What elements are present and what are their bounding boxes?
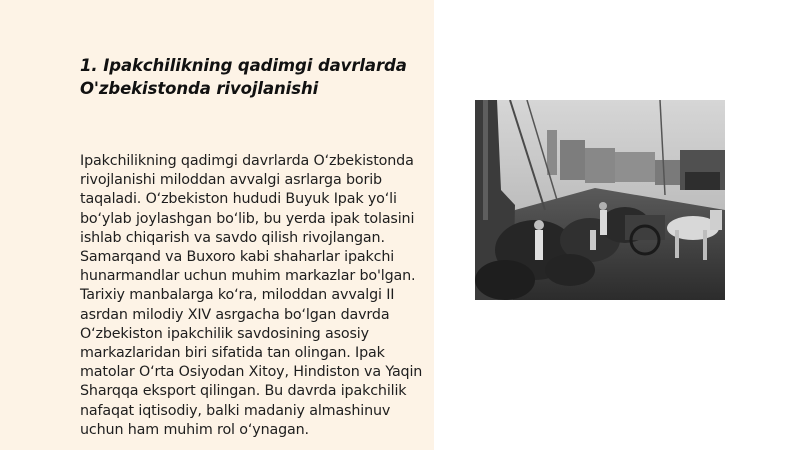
historical-photo bbox=[475, 100, 725, 300]
slide-title: 1. Ipakchilikning qadimgi davrlarda O'zbekistonda rivojlanishi bbox=[80, 56, 407, 98]
slide-body-text: Ipakchilikning qadimgi davrlarda O‘zbekistonda rivojlanishi miloddan avvalgi asrlarga borib taqaladi. O‘zbekiston hududi Buyuk Ipak yo‘li bo‘ylab joylashgan bo‘lib, bu yerda ipak tolasini ishlab chiqarish va savdo qilish rivojlangan. Samarqand va Buxoro kabi shaharlar ipakchi hunarmandlar uchun muhim markazlar bo'lgan. Tarixiy manbalarga ko‘ra, miloddan avvalgi II asrdan milodiy XIV asrgacha bo‘lgan davrda O‘zbekiston ipakchilik savdosining asosiy markazlaridan biri sifatida tan olingan. Ipak matolar O‘rta Osiyodan Xitoy, Hindiston va Yaqin Sharqqa eksport qilingan. Bu davrda ipakchilik nafaqat iqtisodiy, balki madaniy almashinuv uchun ham muhim rol o‘ynagan. bbox=[80, 153, 423, 438]
